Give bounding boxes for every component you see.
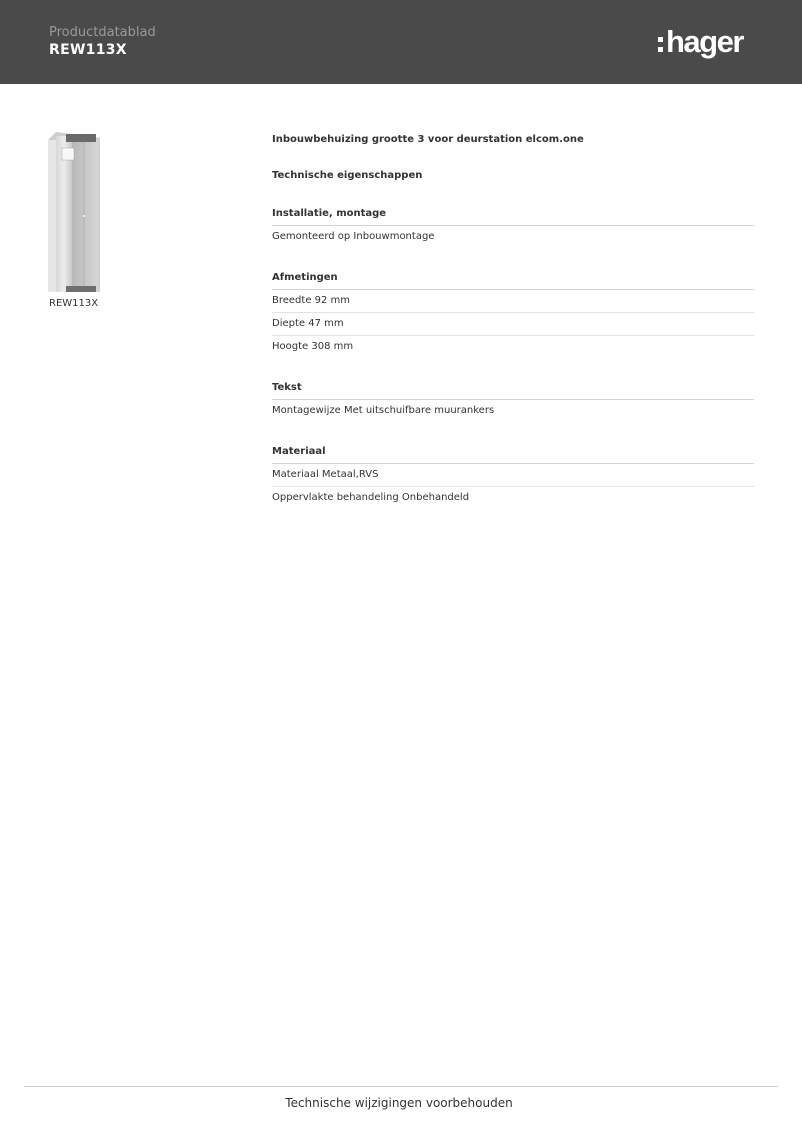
image-caption: REW113X bbox=[49, 298, 99, 309]
section-title: Tekst bbox=[272, 381, 754, 400]
section-material bbox=[272, 445, 754, 509]
logo-text: hager bbox=[666, 24, 743, 59]
document-type: Productdatablad bbox=[49, 25, 156, 40]
spec-row: Materiaal Metaal,RVS bbox=[272, 464, 754, 487]
product-title: Inbouwbehuizing grootte 3 voor deurstation elcom.one bbox=[272, 134, 584, 145]
spec-row: Gemonteerd op Inbouwmontage bbox=[272, 231, 435, 242]
spec-sections bbox=[272, 207, 754, 509]
spec-row: Breedte 92 mm bbox=[272, 290, 754, 313]
spec-row: Oppervlakte behandeling Onbehandeld bbox=[272, 492, 470, 503]
spec-row: Diepte 47 mm bbox=[272, 313, 754, 336]
footer-divider bbox=[24, 1086, 778, 1087]
section-installation bbox=[272, 207, 754, 248]
section-title: Materiaal bbox=[272, 445, 754, 464]
section-dimensions bbox=[272, 271, 754, 358]
spec-row: Hoogte 308 mm bbox=[272, 341, 354, 352]
specs-heading: Technische eigenschappen bbox=[272, 170, 423, 181]
spec-row: Montagewijze Met uitschuifbare muurankers bbox=[272, 405, 495, 416]
section-title: Afmetingen bbox=[272, 271, 754, 290]
product-image bbox=[46, 130, 102, 296]
product-details bbox=[272, 133, 754, 509]
page-header bbox=[0, 0, 802, 84]
section-text bbox=[272, 381, 754, 422]
footer-disclaimer: Technische wijzigingen voorbehouden bbox=[285, 1096, 513, 1110]
hager-logo bbox=[658, 22, 743, 62]
section-title: Installatie, montage bbox=[272, 207, 754, 226]
product-code: REW113X bbox=[49, 42, 127, 58]
logo-colon-icon bbox=[658, 37, 663, 52]
